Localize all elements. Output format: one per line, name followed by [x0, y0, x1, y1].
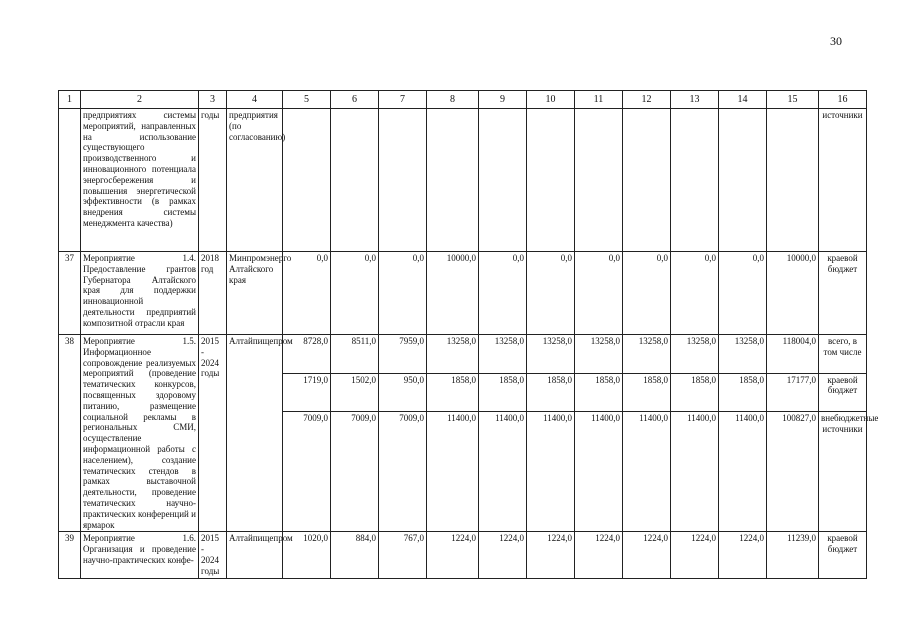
executor: Минпромэнерго Алтайского края — [227, 252, 283, 335]
value-cell: 1502,0 — [331, 373, 379, 412]
column-header: 15 — [767, 91, 819, 109]
value-cell: 1858,0 — [575, 373, 623, 412]
table-row — [59, 109, 867, 252]
value-cell: 11400,0 — [623, 412, 671, 532]
table-row — [59, 335, 867, 374]
value-cell — [331, 109, 379, 252]
value-cell: 11239,0 — [767, 532, 819, 578]
value-cell: 1858,0 — [671, 373, 719, 412]
value-cell: 1020,0 — [283, 532, 331, 578]
row-number: 39 — [59, 532, 81, 578]
value-cell: 767,0 — [379, 532, 427, 578]
value-cell — [527, 109, 575, 252]
measure-description: Мероприятие 1.5. Информационное сопровождение реализуемых мероприятий (проведение тематических конкурсов, посвященных здоровому питанию, размещение социальной рекламы в региональных СМИ, осуществление информационной работы с населением), создание тематических стендов в рамках выставочной деятельности, проведение тематических научно-практических конференций и ярмарок — [81, 335, 199, 532]
measure-description: Мероприятие 1.6. Организация и проведение научно-практических конфе- — [81, 532, 199, 578]
value-cell — [379, 109, 427, 252]
value-cell — [283, 109, 331, 252]
value-cell: 1858,0 — [479, 373, 527, 412]
value-cell: 884,0 — [331, 532, 379, 578]
funding-source: всего, в том числе — [819, 335, 867, 374]
value-cell — [623, 109, 671, 252]
value-cell: 7959,0 — [379, 335, 427, 374]
value-cell: 8511,0 — [331, 335, 379, 374]
column-header: 12 — [623, 91, 671, 109]
column-header: 9 — [479, 91, 527, 109]
value-cell: 0,0 — [379, 252, 427, 335]
column-header: 5 — [283, 91, 331, 109]
value-cell: 0,0 — [671, 252, 719, 335]
column-header: 11 — [575, 91, 623, 109]
executor: предприятия (по согласованию) — [227, 109, 283, 252]
funding-source: краевой бюджет — [819, 373, 867, 412]
value-cell: 1224,0 — [671, 532, 719, 578]
column-number-row — [59, 91, 867, 109]
funding-source: краевой бюджет — [819, 532, 867, 578]
value-cell: 8728,0 — [283, 335, 331, 374]
value-cell: 11400,0 — [427, 412, 479, 532]
value-cell — [767, 109, 819, 252]
value-cell: 1224,0 — [527, 532, 575, 578]
value-cell: 11400,0 — [575, 412, 623, 532]
value-cell: 1224,0 — [479, 532, 527, 578]
value-cell: 0,0 — [623, 252, 671, 335]
column-header: 14 — [719, 91, 767, 109]
value-cell: 100827,0 — [767, 412, 819, 532]
period: 2018 год — [199, 252, 227, 335]
column-header: 7 — [379, 91, 427, 109]
executor: Алтайпищепром — [227, 335, 283, 532]
measure-description: Мероприятие 1.4. Предоставление грантов Губернатора Алтайского края для поддержки инновационной деятельности предприятий композитной отрасли края — [81, 252, 199, 335]
row-number: 38 — [59, 335, 81, 532]
value-cell: 11400,0 — [479, 412, 527, 532]
column-header: 4 — [227, 91, 283, 109]
value-cell — [719, 109, 767, 252]
value-cell — [427, 109, 479, 252]
value-cell: 13258,0 — [623, 335, 671, 374]
value-cell: 7009,0 — [283, 412, 331, 532]
value-cell: 13258,0 — [479, 335, 527, 374]
value-cell: 1858,0 — [427, 373, 479, 412]
value-cell: 10000,0 — [767, 252, 819, 335]
value-cell: 13258,0 — [671, 335, 719, 374]
value-cell: 7009,0 — [331, 412, 379, 532]
column-header: 8 — [427, 91, 479, 109]
value-cell: 1224,0 — [623, 532, 671, 578]
column-header: 6 — [331, 91, 379, 109]
table-row — [59, 532, 867, 578]
value-cell: 13258,0 — [575, 335, 623, 374]
value-cell — [575, 109, 623, 252]
row-number — [59, 109, 81, 252]
value-cell: 0,0 — [719, 252, 767, 335]
value-cell: 17177,0 — [767, 373, 819, 412]
value-cell: 0,0 — [283, 252, 331, 335]
value-cell: 1224,0 — [719, 532, 767, 578]
value-cell: 0,0 — [575, 252, 623, 335]
measure-description: предприятиях системы мероприятий, направленных на использование существующего производственного и инновационного потенциала энергосбережения и повышения энергетической эффективности (в рамках внедрения системы менеджмента качества) — [81, 109, 199, 252]
value-cell: 13258,0 — [719, 335, 767, 374]
value-cell: 1858,0 — [623, 373, 671, 412]
value-cell: 11400,0 — [671, 412, 719, 532]
page-number: 30 — [830, 34, 842, 48]
value-cell: 0,0 — [527, 252, 575, 335]
funding-source: краевой бюджет — [819, 252, 867, 335]
column-header: 2 — [81, 91, 199, 109]
value-cell: 118004,0 — [767, 335, 819, 374]
period: годы — [199, 109, 227, 252]
table-row — [59, 252, 867, 335]
value-cell: 1224,0 — [427, 532, 479, 578]
value-cell: 1224,0 — [575, 532, 623, 578]
column-header: 10 — [527, 91, 575, 109]
value-cell: 1858,0 — [527, 373, 575, 412]
value-cell: 1719,0 — [283, 373, 331, 412]
value-cell: 11400,0 — [719, 412, 767, 532]
column-header: 13 — [671, 91, 719, 109]
value-cell — [671, 109, 719, 252]
column-header: 16 — [819, 91, 867, 109]
value-cell: 0,0 — [479, 252, 527, 335]
value-cell: 1858,0 — [719, 373, 767, 412]
period: 2015 - 2024 годы — [199, 335, 227, 532]
funding-source: внебюджетные источники — [819, 412, 867, 532]
column-header: 1 — [59, 91, 81, 109]
executor: Алтайпищепром — [227, 532, 283, 578]
value-cell: 13258,0 — [527, 335, 575, 374]
value-cell: 0,0 — [331, 252, 379, 335]
period: 2015 - 2024 годы — [199, 532, 227, 578]
column-header: 3 — [199, 91, 227, 109]
value-cell: 950,0 — [379, 373, 427, 412]
program-table — [58, 90, 879, 579]
funding-source: источники — [819, 109, 867, 252]
row-number: 37 — [59, 252, 81, 335]
value-cell: 10000,0 — [427, 252, 479, 335]
value-cell — [479, 109, 527, 252]
value-cell: 11400,0 — [527, 412, 575, 532]
value-cell: 7009,0 — [379, 412, 427, 532]
value-cell: 13258,0 — [427, 335, 479, 374]
